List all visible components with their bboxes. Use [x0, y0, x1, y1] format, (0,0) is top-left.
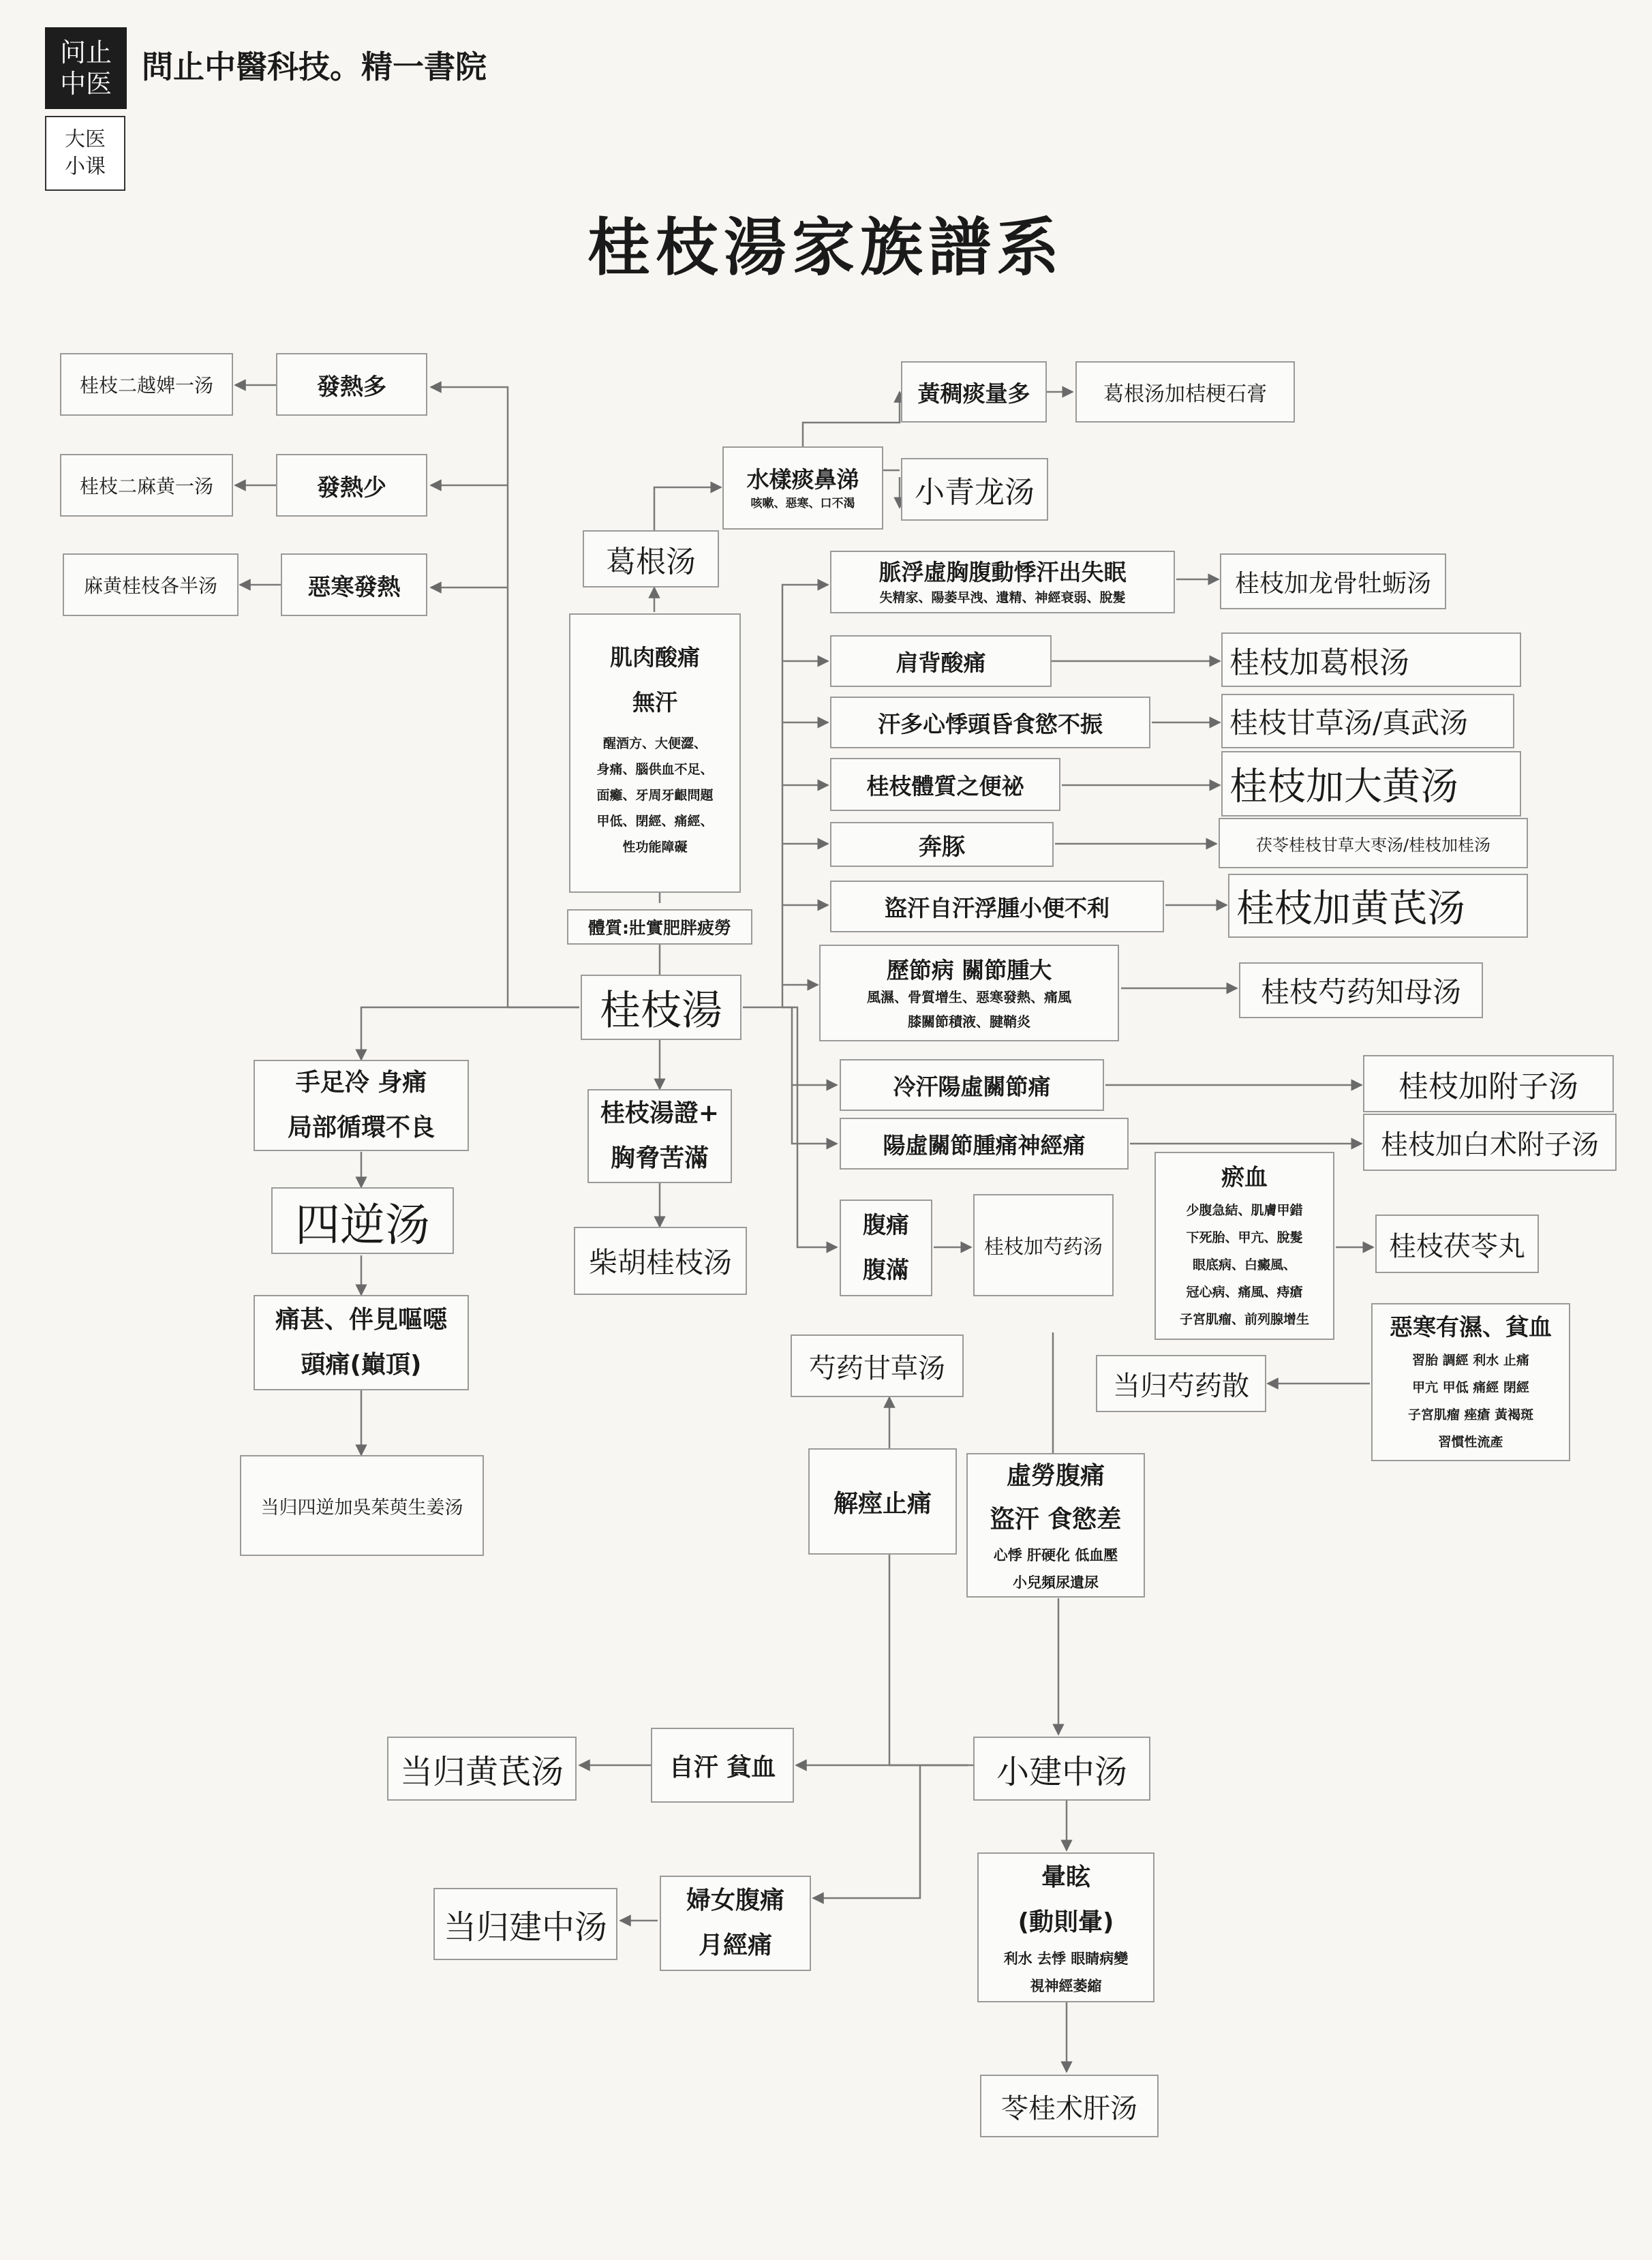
node-handuo: 汗多心悸頭昏食慾不振 [830, 697, 1150, 748]
node-shouzu: 手足冷 身痛 局部循環不良 [254, 1060, 469, 1151]
node-xuanyun: 暈眩 (動則暈) 利水 去悸 眼睛病變 視神經萎縮 [977, 1852, 1154, 2002]
logo-line-1: 问止 [59, 37, 112, 67]
node-linggui: 苓桂术肝汤 [980, 2075, 1159, 2137]
node-lenghan: 冷汗陽虛關節痛 [840, 1059, 1104, 1111]
node-huangqi: 桂枝加黄芪汤 [1228, 874, 1528, 938]
node-fuling-wan: 桂枝茯苓丸 [1375, 1215, 1539, 1273]
badge-line-2: 小课 [65, 155, 106, 179]
node-xiaojianzhong: 小建中汤 [973, 1737, 1150, 1801]
node-wuhan-fare: 惡寒發熱 [281, 553, 427, 616]
node-bianmi: 桂枝體質之便祕 [830, 758, 1060, 811]
node-baizhu-fuzi: 桂枝加白术附子汤 [1363, 1114, 1617, 1171]
node-wuhan-youshi: 惡寒有濕、貧血 習胎 調經 利水 止痛 甲亢 甲低 痛經 閉經 子宮肌瘤 痤瘡 黃褐斑 習慣性流產 [1371, 1303, 1570, 1461]
node-danggui-huangqi: 当归黄芪汤 [387, 1737, 577, 1801]
node-shaoyao-add: 桂枝加芍药汤 [973, 1194, 1114, 1296]
node-jiejing: 解痙止痛 [808, 1448, 957, 1555]
node-er-mahuang: 桂枝二麻黄一汤 [60, 454, 233, 517]
org-name: 問止中醫科技。精一書院 [142, 48, 487, 85]
node-bentun: 奔豚 [830, 822, 1054, 867]
node-gancao-zhenwu: 桂枝甘草汤/真武汤 [1221, 694, 1514, 748]
node-danggui-shaoyao-san: 当归芍药散 [1096, 1355, 1266, 1412]
node-sini: 四逆汤 [271, 1187, 454, 1254]
node-fare-duo: 發熱多 [276, 353, 427, 416]
node-longgu: 桂枝加龙骨牡蛎汤 [1220, 553, 1446, 609]
node-chaihu: 柴胡桂枝汤 [574, 1227, 747, 1295]
node-fuling-ganda: 茯苓桂枝甘草大枣汤/桂枝加桂汤 [1219, 818, 1528, 868]
node-xulao: 虛勞腹痛 盜汗 食慾差 心悸 肝硬化 低血壓 小兒頻尿遺尿 [966, 1453, 1145, 1598]
daxiao-badge [45, 116, 125, 191]
node-xiaoqinglong: 小青龙汤 [901, 458, 1048, 521]
node-gegen-jiegeng: 葛根汤加桔梗石膏 [1075, 361, 1295, 423]
node-daohan: 盜汗自汗浮腫小便不利 [830, 881, 1164, 932]
node-dahuang: 桂枝加大黄汤 [1221, 751, 1521, 816]
node-danggui-sini: 当归四逆加吳茱萸生姜汤 [240, 1455, 484, 1556]
node-guizhi-xiong: 桂枝湯證+ 胸脅苦滿 [587, 1089, 732, 1183]
badge-line-1: 大医 [65, 127, 106, 151]
node-huangchou: 黃稠痰量多 [901, 361, 1047, 423]
node-tizhi: 體質:壯實肥胖疲勞 [567, 909, 752, 945]
node-mahuang-gezhi: 麻黄桂枝各半汤 [63, 553, 239, 616]
node-danggui-jianzhong: 当归建中汤 [433, 1888, 617, 1960]
node-lijie: 歷節病 關節腫大 風濕、骨質增生、惡寒發熱、痛風 膝關節積液、腱鞘炎 [819, 945, 1119, 1041]
node-jirou: 肌肉酸痛 無汗 醒酒方、大便澀、 身痛、腦供血不足、 面癱、牙周牙齦問題 甲低、閉經、痛經、 性功能障礙 [569, 613, 741, 893]
node-jianbei: 肩背酸痛 [830, 635, 1052, 687]
node-er-yuebi: 桂枝二越婢一汤 [60, 353, 233, 416]
wenzhi-logo [45, 27, 127, 109]
node-zihan: 自汗 貧血 [651, 1728, 794, 1803]
diagram-title: 桂枝湯家族譜系 [587, 211, 1065, 284]
node-shuiyang: 水樣痰鼻涕 咳嗽、惡寒、口不渴 [722, 446, 883, 530]
node-gegen-add: 桂枝加葛根汤 [1221, 632, 1521, 687]
node-yuxue: 瘀血 少腹急結、肌膚甲錯 下死胎、甲亢、脫髮 眼底病、白癜風、 冠心病、痛風、痔瘡 子宮肌瘤、前列腺增生 [1154, 1152, 1334, 1340]
node-tongshen: 痛甚、伴見嘔噁 頭痛(巔頂) [254, 1295, 469, 1390]
node-fare-shao: 發熱少 [276, 454, 427, 517]
node-futong-man: 腹痛 腹滿 [840, 1200, 932, 1296]
node-funv: 婦女腹痛 月經痛 [660, 1876, 811, 1971]
logo-line-2: 中医 [59, 69, 112, 99]
node-shaoyao-zhimu: 桂枝芍药知母汤 [1239, 962, 1483, 1018]
node-guizhitang: 桂枝湯 [581, 975, 741, 1040]
node-gegen: 葛根汤 [583, 530, 719, 587]
node-yangxu: 陽虛關節腫痛神經痛 [840, 1118, 1129, 1170]
node-fuzi: 桂枝加附子汤 [1363, 1055, 1614, 1112]
node-maifu: 脈浮虛胸腹動悸汗出失眠 失精家、陽萎早洩、遺精、神經衰弱、脫髮 [830, 551, 1175, 613]
node-shaoyao-gancao: 芍药甘草汤 [791, 1334, 964, 1397]
